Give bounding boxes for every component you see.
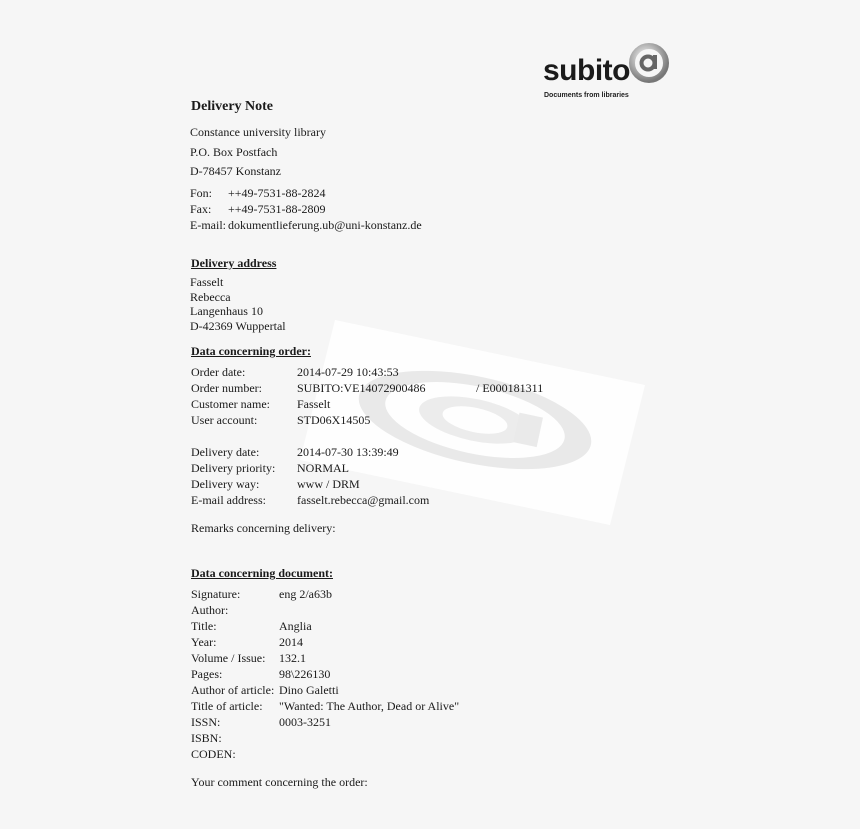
delivery-priority-value: NORMAL <box>297 461 350 475</box>
document-heading: Data concerning document: <box>191 566 333 580</box>
issn-label: ISSN: <box>191 715 221 729</box>
coden-label: CODEN: <box>191 747 236 761</box>
email-address-label: E-mail address: <box>191 493 266 507</box>
fon-value: ++49-7531-88-2824 <box>228 186 326 200</box>
address-line: Rebecca <box>190 290 231 304</box>
logo-tagline: Documents from libraries <box>544 92 629 99</box>
order-heading: Data concerning order: <box>191 344 311 358</box>
title-of-article-value: "Wanted: The Author, Dead or Alive" <box>279 699 460 713</box>
title-value: Anglia <box>279 619 312 633</box>
library-email-label: E-mail: <box>190 218 226 232</box>
title-label: Title: <box>191 619 217 633</box>
library-email-value: dokumentlieferung.ub@uni-konstanz.de <box>228 218 422 232</box>
remarks-label: Remarks concerning delivery: <box>191 521 336 535</box>
customer-name-label: Customer name: <box>191 397 270 411</box>
year-label: Year: <box>191 635 217 649</box>
subito-logo <box>543 42 673 102</box>
pages-label: Pages: <box>191 667 223 681</box>
delivery-way-label: Delivery way: <box>191 477 260 491</box>
pages-value: 98\226130 <box>279 667 331 681</box>
delivery-date-value: 2014-07-30 13:39:49 <box>297 445 399 459</box>
user-account-value: STD06X14505 <box>297 413 371 427</box>
address-line: D-42369 Wuppertal <box>190 319 286 333</box>
user-account-label: User account: <box>191 413 258 427</box>
email-address-value: fasselt.rebecca@gmail.com <box>297 493 430 507</box>
order-date-label: Order date: <box>191 365 246 379</box>
address-line: Langenhaus 10 <box>190 304 263 318</box>
comment-label: Your comment concerning the order: <box>191 775 368 789</box>
order-number-extra: / E000181311 <box>476 381 544 395</box>
volume-value: 132.1 <box>279 651 306 665</box>
author-label: Author: <box>191 603 229 617</box>
author-of-article-label: Author of article: <box>191 683 275 697</box>
signature-label: Signature: <box>191 587 241 601</box>
library-po-box: P.O. Box Postfach <box>190 145 278 159</box>
year-value: 2014 <box>279 635 303 649</box>
delivery-date-label: Delivery date: <box>191 445 260 459</box>
library-name: Constance university library <box>190 125 326 139</box>
delivery-address-heading: Delivery address <box>191 256 277 270</box>
author-of-article-value: Dino Galetti <box>279 683 339 697</box>
title-of-article-label: Title of article: <box>191 699 263 713</box>
library-city: D-78457 Konstanz <box>190 164 281 178</box>
isbn-label: ISBN: <box>191 731 222 745</box>
fax-value: ++49-7531-88-2809 <box>228 202 326 216</box>
at-sign-icon <box>627 42 671 84</box>
issn-value: 0003-3251 <box>279 715 331 729</box>
page-title: Delivery Note <box>191 99 274 114</box>
customer-name-value: Fasselt <box>297 397 331 411</box>
address-line: Fasselt <box>190 275 224 289</box>
order-number-label: Order number: <box>191 381 262 395</box>
order-number-value: SUBITO:VE14072900486 <box>297 381 426 395</box>
fax-label: Fax: <box>190 202 212 216</box>
logo-wordmark: subito <box>543 54 630 87</box>
fon-label: Fon: <box>190 186 213 200</box>
signature-value: eng 2/a63b <box>279 587 332 601</box>
delivery-way-value: www / DRM <box>297 477 360 491</box>
delivery-priority-label: Delivery priority: <box>191 461 276 475</box>
volume-label: Volume / Issue: <box>191 651 266 665</box>
order-date-value: 2014-07-29 10:43:53 <box>297 365 399 379</box>
